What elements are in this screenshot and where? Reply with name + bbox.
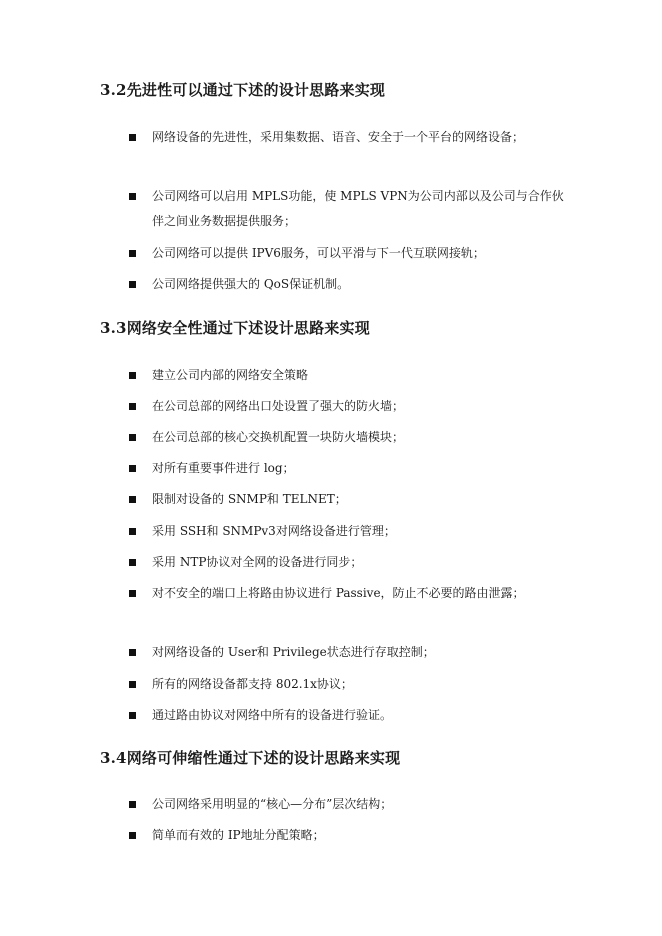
- list-item-text: 采用 SSH和 SNMPv3对网络设备进行管理；: [152, 524, 396, 538]
- list-item: [129, 425, 569, 450]
- bullet-square-icon: [129, 681, 136, 688]
- bullet-square-icon: [129, 496, 136, 503]
- list-item-text: 简单而有效的 IP地址分配策略；: [152, 828, 325, 842]
- section-heading-3-2: 3.2先进性可以通过下述的设计思路来实现: [100, 81, 386, 99]
- list-item-text: 在公司总部的网络出口处设置了强大的防火墙；: [152, 399, 405, 413]
- list-item: [129, 823, 569, 848]
- list-item-text: 公司网络可以提供 IPV6服务，可以平滑与下一代互联网接轨；: [152, 246, 485, 260]
- list-item: [129, 184, 569, 234]
- list-item: [129, 550, 569, 575]
- bullet-square-icon: [129, 801, 136, 808]
- list-item-text: 公司网络采用明显的“核心—分布”层次结构；: [152, 797, 393, 811]
- bullet-square-icon: [129, 528, 136, 535]
- list-item-text: 通过路由协议对网络中所有的设备进行验证。: [152, 708, 393, 722]
- list-item: [129, 394, 569, 419]
- list-item-text: 采用 NTP协议对全网的设备进行同步；: [152, 555, 363, 569]
- list-item: [129, 672, 569, 697]
- list-item: [129, 241, 569, 266]
- list-item: [129, 640, 569, 665]
- bullet-square-icon: [129, 193, 136, 200]
- bullet-square-icon: [129, 250, 136, 257]
- bullet-square-icon: [129, 559, 136, 566]
- section-heading-3-3: 3.3网络安全性通过下述设计思路来实现: [100, 319, 370, 337]
- bullet-square-icon: [129, 434, 136, 441]
- list-item: [129, 581, 569, 606]
- list-item-text: 建立公司内部的网络安全策略: [152, 368, 309, 382]
- list-item: [129, 272, 569, 297]
- list-item-text: 限制对设备的 SNMP和 TELNET；: [152, 492, 347, 506]
- bullet-square-icon: [129, 590, 136, 597]
- list-item: [129, 792, 569, 817]
- bullet-square-icon: [129, 712, 136, 719]
- section-heading-3-4: 3.4网络可伸缩性通过下述的设计思路来实现: [100, 749, 401, 767]
- list-item: [129, 703, 569, 728]
- list-item-text: 对网络设备的 User和 Privilege状态进行存取控制；: [152, 645, 435, 659]
- list-item: [129, 363, 569, 388]
- list-item-text: 公司网络可以启用 MPLS功能，使 MPLS VPN为公司内部以及公司与合作伙伴之间业务数据提供服务；: [152, 189, 564, 228]
- list-item-text: 在公司总部的核心交换机配置一块防火墙模块；: [152, 430, 405, 444]
- bullet-square-icon: [129, 649, 136, 656]
- list-item-text: 对所有重要事件进行 log；: [152, 461, 295, 475]
- list-item: [129, 125, 569, 150]
- bullet-square-icon: [129, 832, 136, 839]
- list-item-text: 公司网络提供强大的 QoS保证机制。: [152, 277, 350, 291]
- list-item-text: 所有的网络设备都支持 802.1x协议；: [152, 677, 353, 691]
- bullet-square-icon: [129, 134, 136, 141]
- list-item: [129, 519, 569, 544]
- list-item-text: 网络设备的先进性，采用集数据、语音、安全于一个平台的网络设备；: [152, 130, 525, 144]
- bullet-square-icon: [129, 281, 136, 288]
- bullet-square-icon: [129, 465, 136, 472]
- bullet-square-icon: [129, 403, 136, 410]
- list-item: [129, 487, 569, 512]
- list-item: [129, 456, 569, 481]
- bullet-square-icon: [129, 372, 136, 379]
- list-item-text: 对不安全的端口上将路由协议进行 Passive，防止不必要的路由泄露；: [152, 586, 525, 600]
